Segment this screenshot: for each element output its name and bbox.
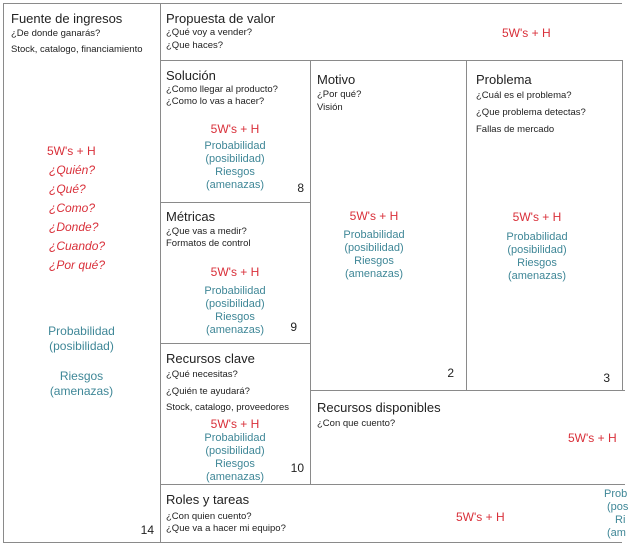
block-line: ¿Quién te ayudará? — [166, 386, 250, 397]
block-line: ¿Por qué? — [317, 89, 362, 100]
block-title: Recursos disponibles — [317, 400, 441, 415]
formula-label: 5W's + H — [349, 209, 399, 223]
risks-sub-label: (amenazas) — [205, 324, 265, 336]
block-title: Problema — [476, 72, 532, 87]
risks-sub-label: (amenazas) — [205, 179, 265, 191]
solucion-block — [160, 60, 310, 202]
formula-label: 5W's + H — [210, 122, 260, 136]
probability-sub-label: (posibilidad) — [205, 445, 265, 457]
block-line: ¿Como lo vas a hacer? — [166, 96, 265, 107]
formula-label: 5W's + H — [502, 26, 551, 40]
block-line: ¿Con quien cuento? — [166, 511, 252, 522]
risks-sub-label: (amenazas) — [507, 270, 567, 282]
risks-label: Ri — [615, 514, 626, 526]
block-number: 8 — [297, 181, 304, 195]
probability-label: Probabilidad — [204, 432, 266, 444]
block-title: Roles y tareas — [166, 492, 250, 507]
block-title: Recursos clave — [166, 351, 255, 366]
formula-label: 5W's + H — [568, 431, 617, 445]
block-line: Stock, catalogo, financiamiento — [11, 44, 143, 55]
probability-sub-label: (posibilidad) — [507, 244, 567, 256]
formula-label: 5W's + H — [512, 210, 562, 224]
formula-label: 5W's + H — [456, 510, 505, 524]
block-title: Solución — [166, 68, 216, 83]
block-number: 2 — [447, 366, 454, 380]
recursos-disponibles-block — [310, 390, 625, 484]
risks-sub-label: (am — [607, 527, 626, 539]
roles-y-tareas-block — [160, 484, 628, 542]
block-title: Propuesta de valor — [166, 11, 276, 26]
grid-line — [622, 60, 623, 390]
probability-label: Probabilidad — [48, 324, 115, 338]
question-label: ¿Por qué? — [49, 258, 106, 272]
formula-label: 5W's + H — [210, 417, 260, 431]
risks-label: Riesgos — [517, 257, 557, 269]
probability-label: Probabilidad — [204, 140, 266, 152]
probability-label: Probabilidad — [506, 231, 568, 243]
block-number: 3 — [603, 371, 610, 385]
fuente-de-ingresos-block — [3, 3, 160, 543]
probability-label: Prob — [604, 488, 628, 500]
block-line: ¿Que va a hacer mi equipo? — [166, 523, 286, 534]
block-number: 10 — [290, 461, 304, 475]
metricas-block — [160, 202, 310, 343]
probability-label: Probabilidad — [343, 229, 405, 241]
motivo-block — [310, 60, 466, 390]
probability-sub-label: (posibilidad) — [49, 339, 114, 353]
risks-sub-label: (amenazas) — [344, 268, 404, 280]
block-line: Stock, catalogo, proveedores — [166, 402, 290, 413]
risks-sub-label: (amenazas) — [205, 471, 265, 483]
block-number: 9 — [290, 320, 297, 334]
block-line: ¿Que haces? — [166, 40, 224, 51]
block-line: Visión — [317, 102, 343, 113]
propuesta-de-valor-block — [160, 3, 625, 60]
risks-label: Riesgos — [215, 458, 255, 470]
probability-sub-label: (posibilidad) — [344, 242, 404, 254]
probability-sub-label: (pos — [607, 501, 628, 513]
question-label: ¿Como? — [49, 201, 96, 215]
question-label: ¿Donde? — [49, 220, 99, 234]
formula-label: 5W's + H — [210, 265, 260, 279]
block-title: Fuente de ingresos — [11, 11, 123, 26]
probability-sub-label: (posibilidad) — [205, 298, 265, 310]
question-label: ¿Cuando? — [49, 239, 106, 253]
risks-label: Riesgos — [215, 311, 255, 323]
block-title: Métricas — [166, 209, 216, 224]
risks-sub-label: (amenazas) — [49, 384, 114, 398]
block-line: ¿Con que cuento? — [317, 418, 396, 429]
block-line: ¿De donde ganarás? — [11, 28, 101, 39]
problema-block — [466, 60, 622, 390]
block-line: Fallas de mercado — [476, 124, 555, 135]
block-title: Motivo — [317, 72, 356, 87]
block-line: ¿Que vas a medir? — [166, 226, 247, 237]
block-line: ¿Cuál es el problema? — [476, 90, 572, 101]
block-line: ¿Como llegar al producto? — [166, 84, 278, 95]
risks-label: Riesgos — [354, 255, 394, 267]
block-line: ¿Que problema detectas? — [476, 107, 586, 118]
question-label: ¿Quién? — [49, 163, 96, 177]
probability-sub-label: (posibilidad) — [205, 153, 265, 165]
block-line: Formatos de control — [166, 238, 251, 249]
block-line: ¿Qué voy a vender? — [166, 27, 253, 38]
probability-label: Probabilidad — [204, 285, 266, 297]
block-line: ¿Qué necesitas? — [166, 369, 238, 380]
risks-label: Riesgos — [59, 369, 104, 383]
risks-label: Riesgos — [215, 166, 255, 178]
question-label: ¿Qué? — [49, 182, 86, 196]
block-number: 14 — [140, 523, 154, 537]
formula-label: 5W's + H — [47, 144, 96, 158]
recursos-clave-block — [160, 343, 310, 484]
